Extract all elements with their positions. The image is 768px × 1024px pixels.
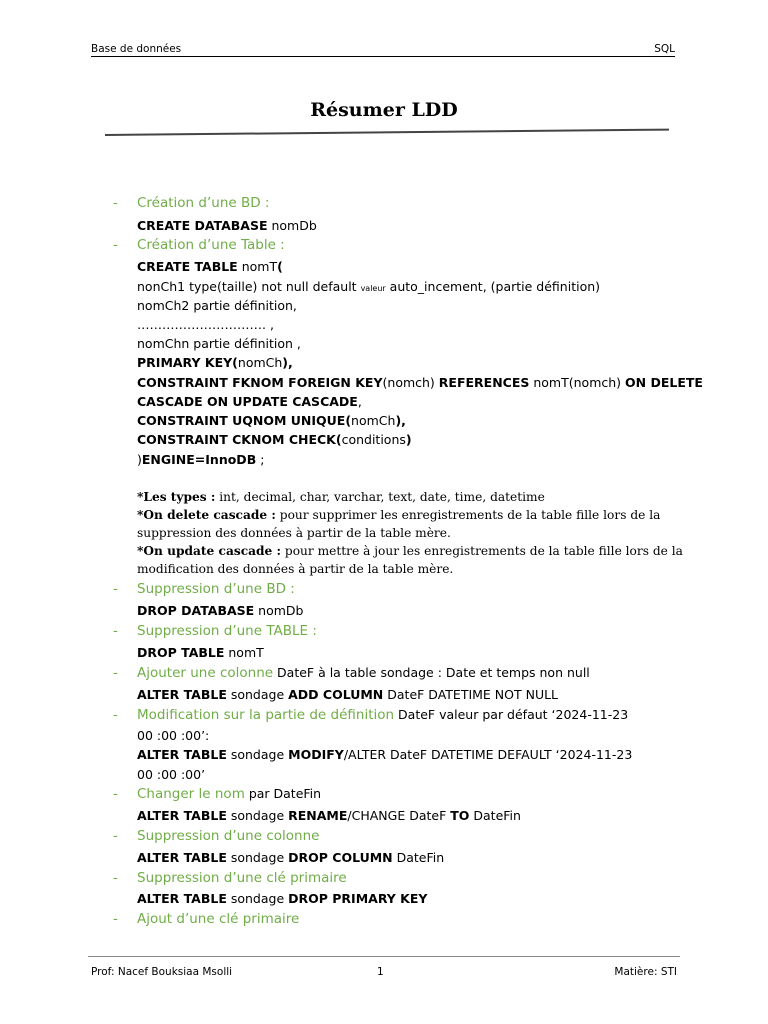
note-types: *Les types : int, decimal, char, varchar, text, date, time, datetime (137, 490, 545, 504)
code-line: CONSTRAINT FKNOM FOREIGN KEY(nomch) REFERENCES nomT(nomch) ON DELETE (137, 375, 703, 390)
section-drop-column: - Suppression d’une colonne (113, 828, 320, 844)
code-line: nomChn partie définition , (137, 336, 301, 351)
section-heading: Modification sur la partie de définition (137, 707, 395, 723)
section-drop-table: - Suppression d’une TABLE : (113, 623, 317, 639)
code-line: 00 :00 :00’: (137, 728, 210, 743)
section-heading: Ajout d’une clé primaire (137, 911, 300, 927)
page-header (91, 43, 675, 57)
section-heading: Suppression d’une clé primaire (137, 870, 347, 886)
section-heading: Création d’une Table : (137, 237, 285, 253)
code-line: DROP DATABASE nomDb (137, 603, 304, 618)
footer-rule (88, 956, 680, 957)
section-modify-definition: - Modification sur la partie de définition DateF valeur par défaut ‘2024-11-23 (113, 707, 629, 723)
note-on-update: *On update cascade : pour mettre à jour les enregistrements de la table fille lors de la (137, 544, 683, 558)
note-on-delete: *On delete cascade : pour supprimer les enregistrements de la table fille lors de la (137, 508, 661, 522)
section-add-primary-key: - Ajout d’une clé primaire (113, 911, 300, 927)
code-line: )ENGINE=InnoDB ; (137, 452, 265, 467)
page-title: Résumer LDD (310, 99, 458, 121)
header-right: SQL (654, 43, 675, 55)
header-left: Base de données (91, 43, 182, 55)
code-line: CREATE DATABASE nomDb (137, 218, 317, 233)
section-rename: - Changer le nom par DateFin (113, 786, 322, 802)
code-line: 00 :00 :00’ (137, 767, 206, 782)
code-line: PRIMARY KEY(nomCh), (137, 355, 293, 370)
code-line: ALTER TABLE sondage DROP COLUMN DateFin (137, 850, 445, 865)
code-line: CREATE TABLE nomT( (137, 259, 283, 274)
code-line: nonCh1 type(taille) not null default valeur auto_incement, (partie définition) (137, 279, 601, 294)
section-drop-primary-key: - Suppression d’une clé primaire (113, 870, 347, 886)
code-line: CONSTRAINT UQNOM UNIQUE(nomCh), (137, 413, 406, 428)
section-heading: Suppression d’une colonne (137, 828, 320, 844)
code-line: ALTER TABLE sondage MODIFY/ALTER DateF DATETIME DEFAULT ‘2024-11-23 (137, 747, 633, 762)
section-heading: Suppression d’une BD : (137, 581, 295, 597)
footer-left: Prof: Nacef Bouksiaa Msolli (91, 966, 233, 978)
code-line: nomCh2 partie définition, (137, 298, 297, 313)
code-line: ALTER TABLE sondage RENAME/CHANGE DateF TO DateFin (137, 808, 521, 823)
section-heading: Changer le nom (137, 786, 245, 802)
code-line: ALTER TABLE sondage ADD COLUMN DateF DATETIME NOT NULL (137, 687, 559, 702)
note-on-update-cont: modification des données à partir de la table mère. (137, 562, 454, 576)
section-add-column: - Ajouter une colonne DateF à la table sondage : Date et temps non null (113, 665, 590, 681)
section-heading: Création d’une BD : (137, 195, 270, 211)
section-heading: Ajouter une colonne (137, 665, 274, 681)
section-heading: Suppression d’une TABLE : (137, 623, 317, 639)
footer-right: Matière: STI (614, 966, 677, 978)
note-on-delete-cont: suppression des données à partir de la table mère. (137, 526, 451, 540)
code-line: …………………………. , (137, 317, 274, 332)
code-line: DROP TABLE nomT (137, 645, 264, 660)
page-number: 1 (377, 966, 384, 978)
title-rule (105, 129, 669, 136)
section-drop-db: - Suppression d’une BD : (113, 581, 295, 597)
code-line: CONSTRAINT CKNOM CHECK(conditions) (137, 432, 412, 447)
code-line: ALTER TABLE sondage DROP PRIMARY KEY (137, 891, 428, 906)
code-line: CASCADE ON UPDATE CASCADE, (137, 394, 362, 409)
section-create-db: - Création d’une BD : (113, 195, 270, 211)
section-create-table: - Création d’une Table : (113, 237, 285, 253)
